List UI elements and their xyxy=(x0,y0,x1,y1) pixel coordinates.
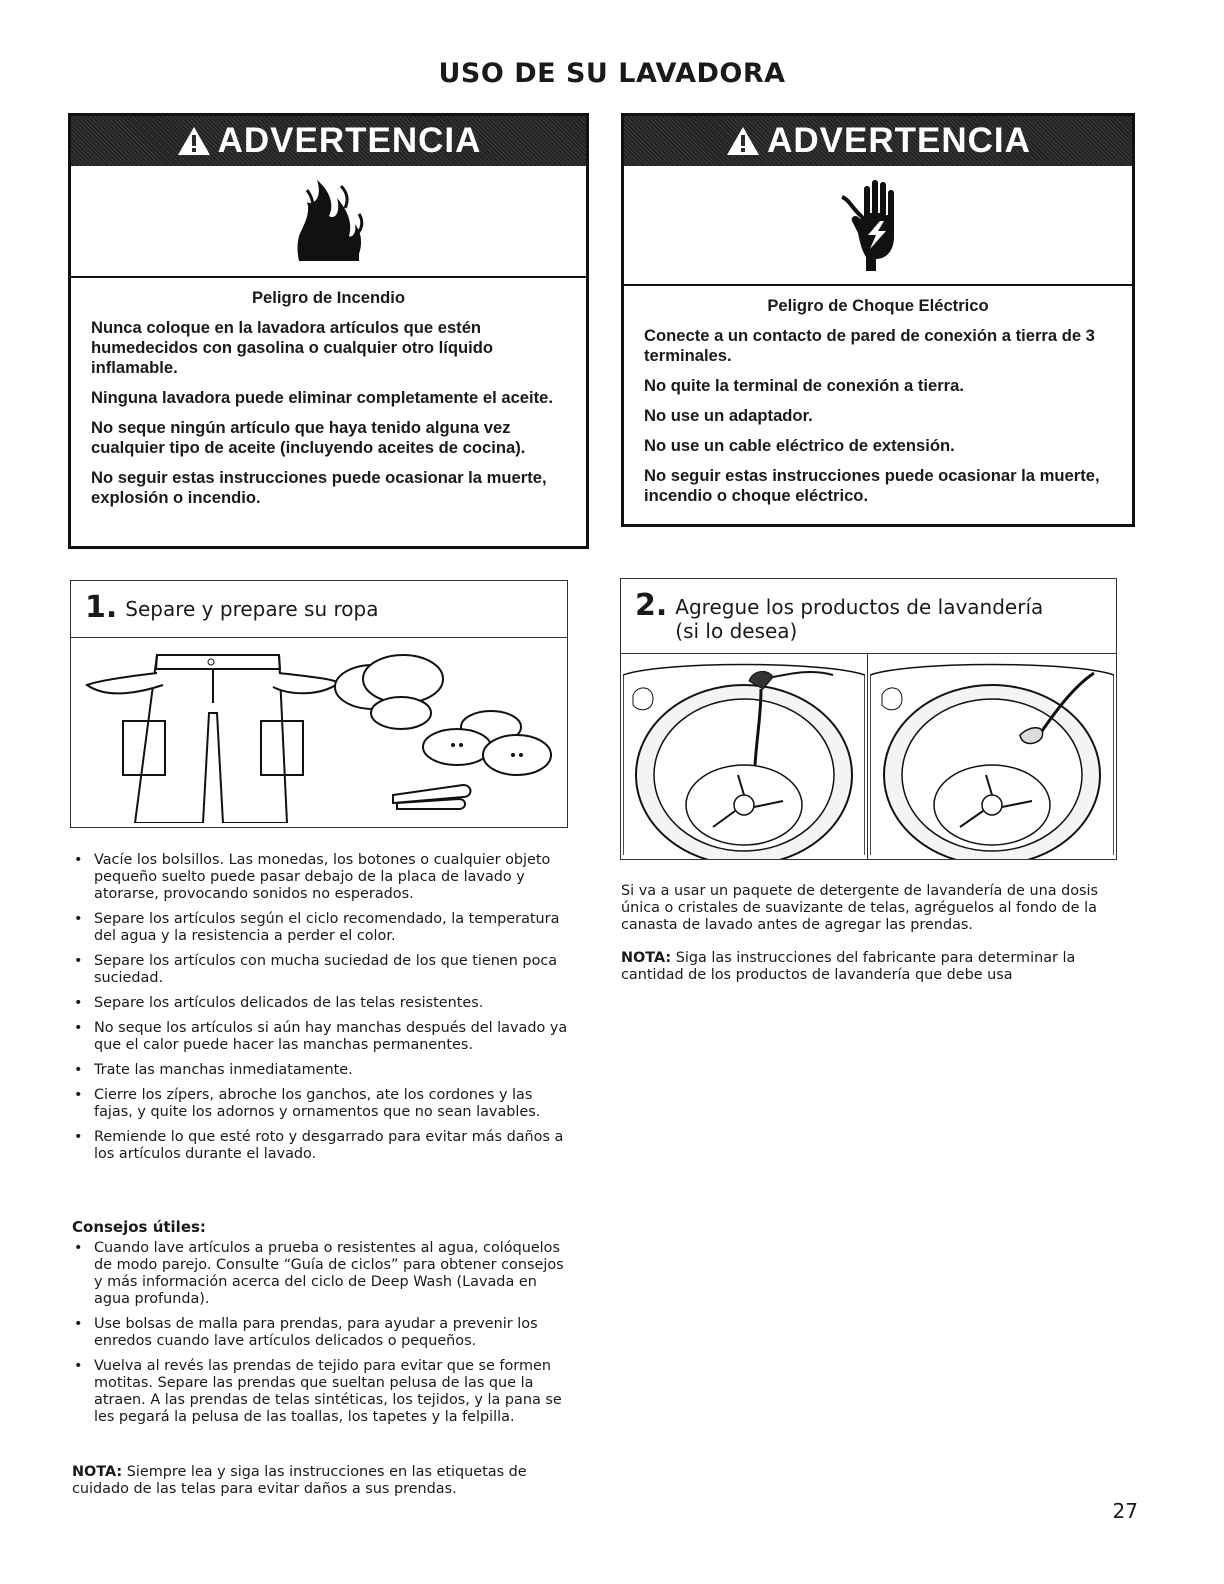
washer-detergent-illustration xyxy=(623,655,865,859)
warning-text: Ninguna lavadora puede eliminar completamente el aceite. xyxy=(91,388,554,407)
list-item: • Separe los artículos según el ciclo recomendado, la temperatura del agua y la resistencia a perder el color. xyxy=(72,911,568,945)
list-item: • Cuando lave artículos a prueba o resistentes al agua, colóquelos de modo parejo. Consulte “Guía de ciclos” para obtener consejos y más información acerca del ciclo de Deep Wash (Lavada en agua profunda). xyxy=(72,1240,568,1308)
warning-text: No seguir estas instrucciones puede ocasionar la muerte, incendio o choque eléctrico. xyxy=(644,466,1100,505)
step-number: 1. xyxy=(85,590,118,625)
list-item: • Vacíe los bolsillos. Las monedas, los botones o cualquier objeto pequeño suelto puede pasar debajo de la placa de lavado y atorarse, provocando sonidos no esperados. xyxy=(72,852,568,903)
step2-illustration-panel xyxy=(620,578,1117,860)
step1-heading xyxy=(85,591,378,625)
pants-illustration xyxy=(83,643,343,823)
list-item: • No seque los artículos si aún hay manchas después del lavado ya que el calor puede hacer las manchas permanentes. xyxy=(72,1020,568,1054)
page-number: 27 xyxy=(1112,1499,1138,1523)
list-item: • Use bolsas de malla para prendas, para ayudar a prevenir los enredos cuando lave artículos delicados o pequeños. xyxy=(72,1316,568,1350)
warning-text: No use un cable eléctrico de extensión. xyxy=(644,436,955,455)
list-item: • Vuelva al revés las prendas de tejido para evitar que se formen motitas. Separe las prendas que sueltan pelusa de las que la atraen. A las prendas de telas sintéticas, los tejidos, y la pana se les pegará la pelusa de las toallas, los tapetes y la felpilla. xyxy=(72,1358,568,1426)
washer-softener-illustration xyxy=(870,655,1114,859)
warning-header-label: ADVERTENCIA xyxy=(767,121,1031,160)
list-item: • Separe los artículos con mucha suciedad de los que tienen poca suciedad. xyxy=(72,953,568,987)
step2-paragraph: Si va a usar un paquete de detergente de lavandería de una dosis única o cristales de suavizante de telas, agréguelos al fondo de la canasta de lavado antes de agregar las prendas. xyxy=(621,883,1099,933)
step1-illustration-panel xyxy=(70,580,568,828)
warning-text: Conecte a un contacto de pared de conexión a tierra de 3 terminales. xyxy=(644,326,1095,365)
warning-triangle-icon xyxy=(176,125,212,157)
note-text: Siga las instrucciones del fabricante para determinar la cantidad de los productos de lavandería que debe usa xyxy=(621,950,1076,983)
warning-text: No quite la terminal de conexión a tierra. xyxy=(644,376,964,395)
warning-header-label: ADVERTENCIA xyxy=(217,121,482,160)
list-item: • Separe los artículos delicados de las telas resistentes. xyxy=(72,995,568,1012)
fire-icon xyxy=(289,176,369,266)
list-item: • Trate las manchas inmediatamente. xyxy=(72,1062,568,1079)
warning-text: No seguir estas instrucciones puede ocasionar la muerte, explosión o incendio. xyxy=(91,468,547,507)
warning-box-electric xyxy=(621,113,1135,527)
note-label: NOTA: xyxy=(621,950,672,966)
note-label: NOTA: xyxy=(72,1464,123,1480)
step-number: 2. xyxy=(635,588,668,623)
tips-heading: Consejos útiles: xyxy=(72,1218,206,1236)
list-item: • Remiende lo que esté roto y desgarrado para evitar más daños a los artículos durante el lavado. xyxy=(72,1129,568,1163)
warning-text: No seque ningún artículo que haya tenido alguna vez cualquier tipo de aceite (incluyendo aceites de cocina). xyxy=(91,418,526,457)
step-title: Separe y prepare su ropa xyxy=(125,597,379,621)
warning-text: Nunca coloque en la lavadora artículos que estén humedecidos con gasolina o cualquier otro líquido inflamable. xyxy=(91,318,493,377)
warning-triangle-icon xyxy=(725,125,761,157)
warning-subtitle: Peligro de Incendio xyxy=(251,288,406,307)
step1-bullet-list xyxy=(72,852,568,1171)
warning-header xyxy=(71,116,586,166)
page-title: USO DE SU LAVADORA xyxy=(438,58,786,89)
warning-text: No use un adaptador. xyxy=(644,406,813,425)
coins-buttons-illustration xyxy=(333,647,563,817)
warning-header xyxy=(624,116,1132,166)
warning-box-fire xyxy=(68,113,589,549)
step2-heading xyxy=(635,589,1043,643)
step-title-line2: (si lo desea) xyxy=(675,619,798,643)
note-text: Siempre lea y siga las instrucciones en las etiquetas de cuidado de las telas para evitar daños a sus prendas. xyxy=(72,1464,527,1497)
list-item: • Cierre los zípers, abroche los ganchos, ate los cordones y las fajas, y quite los adornos y ornamentos que no sean lavables. xyxy=(72,1087,568,1121)
step-title-line1: Agregue los productos de lavandería xyxy=(675,595,1044,619)
warning-subtitle: Peligro de Choque Eléctrico xyxy=(767,296,989,315)
tips-list xyxy=(72,1240,568,1434)
electric-shock-icon xyxy=(838,177,918,273)
step1-note xyxy=(72,1464,568,1498)
step2-note xyxy=(621,950,1117,984)
